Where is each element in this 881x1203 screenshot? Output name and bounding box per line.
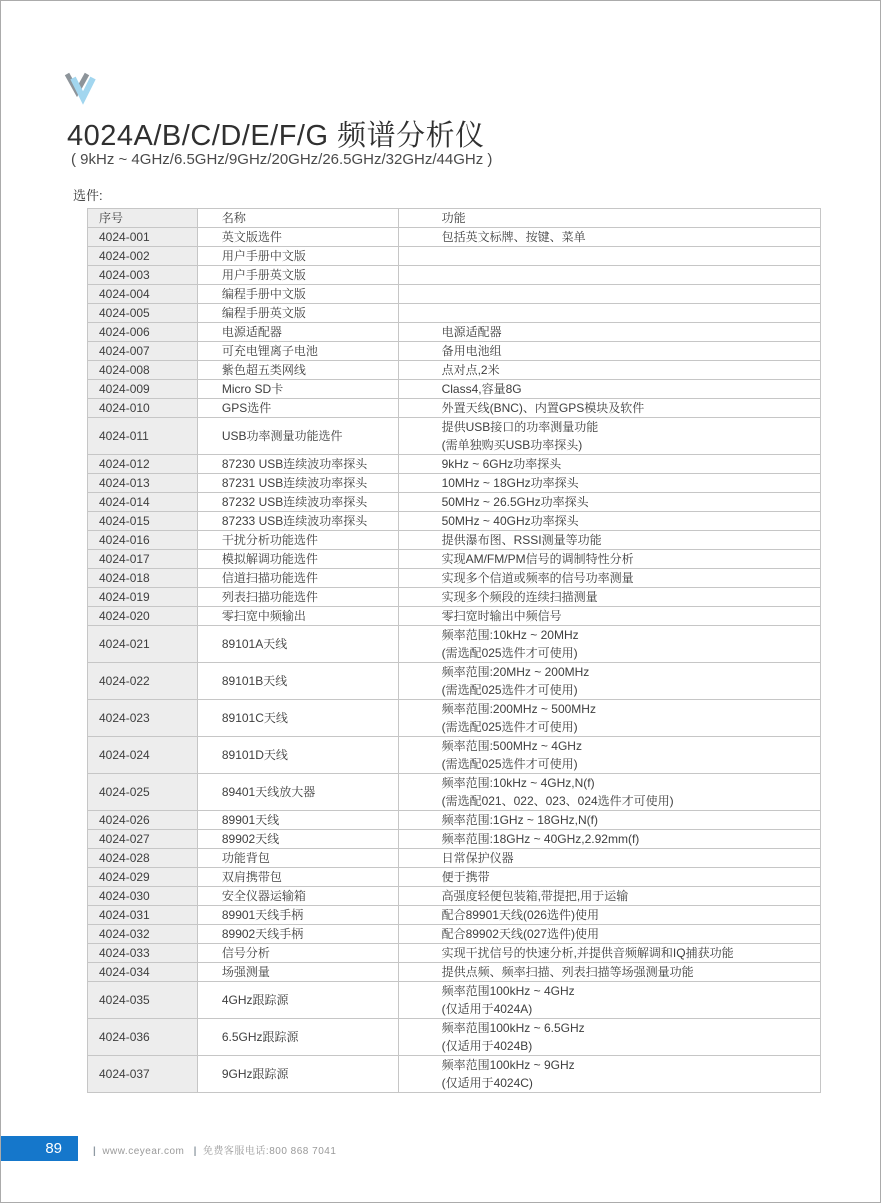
row-func-cell [398, 811, 820, 830]
func-line: 频率范围:10kHz ~ 20MHz [441, 628, 579, 642]
func-line: (仅适用于4024C) [441, 1076, 533, 1090]
row-name-cell: 87231 USB连续波功率探头 [197, 474, 398, 493]
footer-separator: | [93, 1146, 97, 1157]
func-line: 高强度轻便包装箱,带提把,用于运输 [441, 889, 629, 903]
page-title: 4024A/B/C/D/E/F/G 频谱分析仪 [67, 120, 485, 152]
brand-banner [75, 83, 466, 107]
row-no-cell: 4024-005 [88, 304, 198, 323]
row-func-cell [398, 550, 820, 569]
row-name-cell: 用户手册英文版 [197, 266, 398, 285]
table-row [88, 774, 821, 811]
func-line: 包括英文标牌、按键、菜单 [441, 230, 586, 244]
func-line: 频率范围:10kHz ~ 4GHz,N(f) [441, 776, 595, 790]
page-number-badge: 89 [1, 1136, 78, 1161]
row-name-cell: 89101C天线 [197, 700, 398, 737]
row-name-cell: 89902天线手柄 [197, 925, 398, 944]
table-row [88, 737, 821, 774]
row-func-cell [398, 380, 820, 399]
options-section-label: 选件: [73, 188, 103, 203]
row-func-cell [398, 569, 820, 588]
row-name-cell: Micro SD卡 [197, 380, 398, 399]
table-row [88, 228, 821, 247]
row-func-cell [398, 228, 820, 247]
row-func-cell [398, 493, 820, 512]
row-name-cell: 英文版选件 [197, 228, 398, 247]
row-no-cell: 4024-013 [88, 474, 198, 493]
func-line: (仅适用于4024A) [441, 1002, 533, 1016]
options-table-head [88, 209, 821, 228]
row-name-cell: 安全仪器运输箱 [197, 887, 398, 906]
table-row [88, 550, 821, 569]
row-no-cell: 4024-016 [88, 531, 198, 550]
row-func-cell [398, 925, 820, 944]
row-name-cell: 87232 USB连续波功率探头 [197, 493, 398, 512]
row-no-cell: 4024-009 [88, 380, 198, 399]
table-row [88, 887, 821, 906]
func-line: (需选配025选件才可使用) [441, 720, 578, 734]
row-func-cell [398, 944, 820, 963]
func-line: 配合89902天线(027选件)使用 [441, 927, 599, 941]
row-func-cell [398, 304, 820, 323]
row-func-cell [398, 474, 820, 493]
table-row [88, 266, 821, 285]
func-line: 实现AM/FM/PM信号的调制特性分析 [441, 552, 634, 566]
row-name-cell: 87233 USB连续波功率探头 [197, 512, 398, 531]
row-no-cell: 4024-030 [88, 887, 198, 906]
row-func-cell [398, 700, 820, 737]
row-name-cell: 可充电锂离子电池 [197, 342, 398, 361]
row-no-cell: 4024-027 [88, 830, 198, 849]
row-func-cell [398, 626, 820, 663]
row-name-cell: 89101A天线 [197, 626, 398, 663]
table-row [88, 906, 821, 925]
row-func-cell [398, 285, 820, 304]
row-no-cell: 4024-018 [88, 569, 198, 588]
table-row [88, 1056, 821, 1093]
row-no-cell: 4024-034 [88, 963, 198, 982]
banner-label: 微波/毫米波测量仪器 [119, 86, 278, 103]
row-func-cell [398, 906, 820, 925]
row-no-cell: 4024-015 [88, 512, 198, 531]
row-no-cell: 4024-008 [88, 361, 198, 380]
row-no-cell: 4024-023 [88, 700, 198, 737]
table-row [88, 474, 821, 493]
func-line: (需单独购买USB功率探头) [441, 438, 583, 452]
table-row [88, 455, 821, 474]
table-row [88, 1019, 821, 1056]
row-func-cell [398, 455, 820, 474]
table-row [88, 285, 821, 304]
row-func-cell [398, 887, 820, 906]
row-func-cell [398, 607, 820, 626]
row-name-cell: 模拟解调功能选件 [197, 550, 398, 569]
row-name-cell: 89401天线放大器 [197, 774, 398, 811]
row-func-cell [398, 342, 820, 361]
func-line: 频率范围:18GHz ~ 40GHz,2.92mm(f) [441, 832, 640, 846]
table-row [88, 512, 821, 531]
func-line: (需选配025选件才可使用) [441, 683, 578, 697]
row-func-cell [398, 399, 820, 418]
row-name-cell: 89901天线手柄 [197, 906, 398, 925]
footer-website: www.ceyear.com [102, 1146, 185, 1157]
func-line: 备用电池组 [441, 344, 502, 358]
row-func-cell [398, 266, 820, 285]
row-func-cell [398, 512, 820, 531]
row-no-cell: 4024-026 [88, 811, 198, 830]
row-name-cell: 4GHz跟踪源 [197, 982, 398, 1019]
footer-separator: | [193, 1146, 197, 1157]
func-line: 提供瀑布图、RSSI测量等功能 [441, 533, 602, 547]
row-name-cell: 87230 USB连续波功率探头 [197, 455, 398, 474]
func-line: 点对点,2米 [441, 363, 500, 377]
table-row [88, 849, 821, 868]
row-name-cell: 89101D天线 [197, 737, 398, 774]
func-line: 实现多个信道或频率的信号功率测量 [441, 571, 634, 585]
row-no-cell: 4024-010 [88, 399, 198, 418]
func-line: 便于携带 [441, 870, 490, 884]
table-row [88, 626, 821, 663]
column-header-name: 名称 [197, 209, 398, 228]
row-name-cell: 89101B天线 [197, 663, 398, 700]
row-name-cell: USB功率测量功能选件 [197, 418, 398, 455]
table-row [88, 493, 821, 512]
row-no-cell: 4024-007 [88, 342, 198, 361]
row-no-cell: 4024-032 [88, 925, 198, 944]
row-func-cell [398, 247, 820, 266]
func-line: 外置天线(BNC)、内置GPS模块及软件 [441, 401, 645, 415]
table-row [88, 380, 821, 399]
table-row [88, 342, 821, 361]
row-func-cell [398, 982, 820, 1019]
func-line: 实现多个频段的连续扫描测量 [441, 590, 598, 604]
table-row [88, 569, 821, 588]
row-name-cell: 6.5GHz跟踪源 [197, 1019, 398, 1056]
row-name-cell: 电源适配器 [197, 323, 398, 342]
func-line: (需选配021、022、023、024选件才可使用) [441, 794, 674, 808]
row-func-cell [398, 963, 820, 982]
table-row [88, 663, 821, 700]
page-subtitle: ( 9kHz ~ 4GHz/6.5GHz/9GHz/20GHz/26.5GHz/32GHz/44GHz ) [71, 151, 493, 168]
row-no-cell: 4024-014 [88, 493, 198, 512]
row-func-cell [398, 1056, 820, 1093]
func-line: (仅适用于4024B) [441, 1039, 533, 1053]
footer-phone: 免费客服电话:800 868 7041 [202, 1146, 337, 1157]
row-no-cell: 4024-012 [88, 455, 198, 474]
table-row [88, 944, 821, 963]
row-name-cell: 场强测量 [197, 963, 398, 982]
table-row [88, 247, 821, 266]
func-line: 零扫宽时输出中频信号 [441, 609, 562, 623]
row-func-cell [398, 774, 820, 811]
row-name-cell: 编程手册中文版 [197, 285, 398, 304]
options-table-body [88, 228, 821, 1093]
func-line: 频率范围100kHz ~ 6.5GHz [441, 1021, 585, 1035]
func-line: 提供USB接口的功率测量功能 [441, 420, 599, 434]
row-no-cell: 4024-029 [88, 868, 198, 887]
func-line: 提供点频、频率扫描、列表扫描等场强测量功能 [441, 965, 694, 979]
table-header-row [88, 209, 821, 228]
row-no-cell: 4024-031 [88, 906, 198, 925]
func-line: 实现干扰信号的快速分析,并提供音频解调和IQ捕获功能 [441, 946, 734, 960]
row-func-cell [398, 361, 820, 380]
row-name-cell: 用户手册中文版 [197, 247, 398, 266]
table-row [88, 418, 821, 455]
row-name-cell: 双肩携带包 [197, 868, 398, 887]
table-row [88, 982, 821, 1019]
table-row [88, 607, 821, 626]
table-row [88, 830, 821, 849]
table-row [88, 700, 821, 737]
row-func-cell [398, 1019, 820, 1056]
row-func-cell [398, 588, 820, 607]
row-no-cell: 4024-001 [88, 228, 198, 247]
func-line: 日常保护仪器 [441, 851, 514, 865]
func-line: 频率范围100kHz ~ 9GHz [441, 1058, 575, 1072]
row-no-cell: 4024-017 [88, 550, 198, 569]
row-name-cell: 89902天线 [197, 830, 398, 849]
table-row [88, 963, 821, 982]
row-no-cell: 4024-033 [88, 944, 198, 963]
func-line: 10MHz ~ 18GHz功率探头 [441, 476, 579, 490]
func-line: 电源适配器 [441, 325, 502, 339]
row-no-cell: 4024-020 [88, 607, 198, 626]
options-table [87, 208, 821, 1093]
row-func-cell [398, 830, 820, 849]
func-line: 配合89901天线(026选件)使用 [441, 908, 599, 922]
row-no-cell: 4024-021 [88, 626, 198, 663]
func-line: 频率范围100kHz ~ 4GHz [441, 984, 575, 998]
table-row [88, 925, 821, 944]
row-no-cell: 4024-025 [88, 774, 198, 811]
row-name-cell: 紫色超五类网线 [197, 361, 398, 380]
table-row [88, 531, 821, 550]
row-no-cell: 4024-011 [88, 418, 198, 455]
row-func-cell [398, 323, 820, 342]
row-no-cell: 4024-006 [88, 323, 198, 342]
func-line: 50MHz ~ 26.5GHz功率探头 [441, 495, 589, 509]
row-no-cell: 4024-036 [88, 1019, 198, 1056]
row-name-cell: 干扰分析功能选件 [197, 531, 398, 550]
row-no-cell: 4024-003 [88, 266, 198, 285]
row-name-cell: 功能背包 [197, 849, 398, 868]
row-no-cell: 4024-022 [88, 663, 198, 700]
table-row [88, 811, 821, 830]
row-no-cell: 4024-028 [88, 849, 198, 868]
func-line: 9kHz ~ 6GHz功率探头 [441, 457, 562, 471]
func-line: 频率范围:200MHz ~ 500MHz [441, 702, 596, 716]
row-no-cell: 4024-037 [88, 1056, 198, 1093]
table-row [88, 399, 821, 418]
func-line: (需选配025选件才可使用) [441, 646, 578, 660]
row-func-cell [398, 418, 820, 455]
row-func-cell [398, 849, 820, 868]
column-header-no: 序号 [88, 209, 198, 228]
row-no-cell: 4024-024 [88, 737, 198, 774]
table-row [88, 323, 821, 342]
func-line: 频率范围:500MHz ~ 4GHz [441, 739, 582, 753]
row-no-cell: 4024-002 [88, 247, 198, 266]
row-func-cell [398, 868, 820, 887]
row-name-cell: 信道扫描功能选件 [197, 569, 398, 588]
func-line: 50MHz ~ 40GHz功率探头 [441, 514, 579, 528]
row-name-cell: 89901天线 [197, 811, 398, 830]
func-line: 频率范围:20MHz ~ 200MHz [441, 665, 590, 679]
row-name-cell: 编程手册英文版 [197, 304, 398, 323]
row-func-cell [398, 663, 820, 700]
row-func-cell [398, 737, 820, 774]
row-name-cell: GPS选件 [197, 399, 398, 418]
row-no-cell: 4024-004 [88, 285, 198, 304]
table-row [88, 868, 821, 887]
table-row [88, 361, 821, 380]
row-name-cell: 列表扫描功能选件 [197, 588, 398, 607]
table-row [88, 588, 821, 607]
func-line: 频率范围:1GHz ~ 18GHz,N(f) [441, 813, 598, 827]
column-header-func: 功能 [398, 209, 820, 228]
row-name-cell: 9GHz跟踪源 [197, 1056, 398, 1093]
footer-info [87, 1142, 336, 1157]
row-func-cell [398, 531, 820, 550]
row-no-cell: 4024-019 [88, 588, 198, 607]
row-name-cell: 零扫宽中频输出 [197, 607, 398, 626]
table-row [88, 304, 821, 323]
func-line: Class4,容量8G [441, 382, 522, 396]
row-no-cell: 4024-035 [88, 982, 198, 1019]
func-line: (需选配025选件才可使用) [441, 757, 578, 771]
row-name-cell: 信号分析 [197, 944, 398, 963]
